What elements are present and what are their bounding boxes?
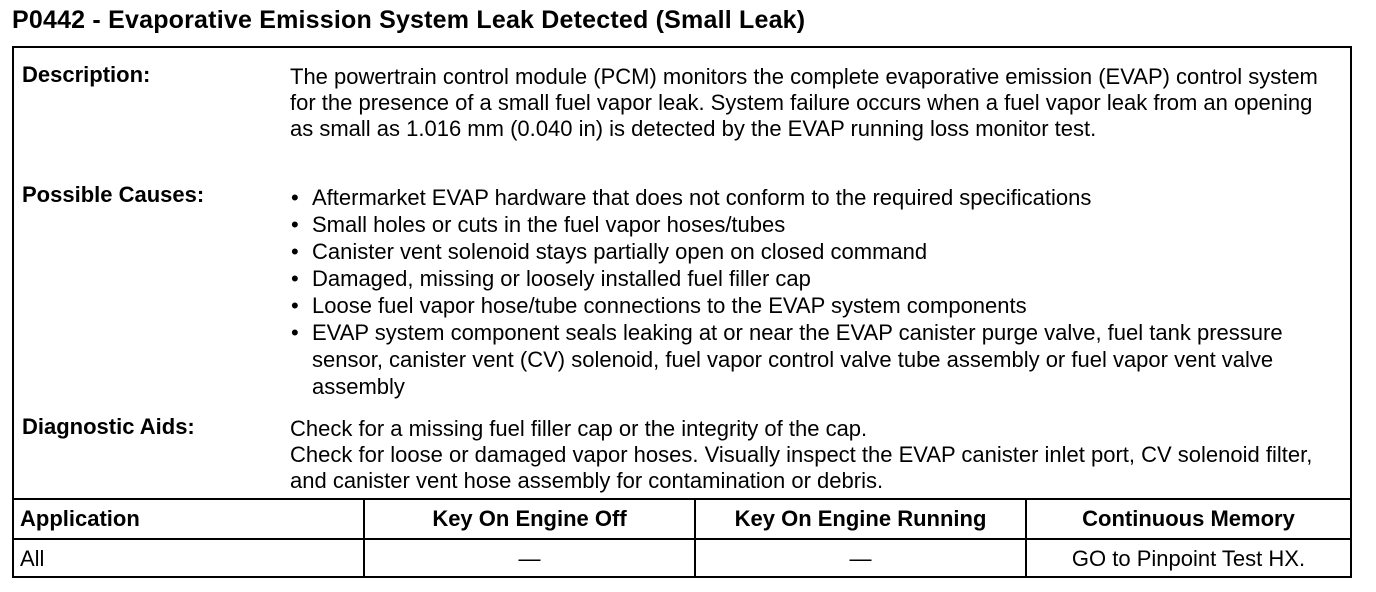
table-header-row [14,499,1350,539]
description-label: Description: [22,62,151,87]
possible-causes-list [290,184,1340,400]
list-item: • Canister vent solenoid stays partially open on closed command [290,238,1340,265]
diagnostic-aid-line: Check for loose or damaged vapor hoses. Visually inspect the EVAP canister inlet port, CV solenoid filter, and canister vent hose assembly for contamination or debris. [290,442,1313,493]
list-item: • Small holes or cuts in the fuel vapor hoses/tubes [290,211,1340,238]
column-header-koer: Key On Engine Running [695,499,1026,539]
list-item: • Aftermarket EVAP hardware that does not conform to the required specifications [290,184,1340,211]
column-header-application: Application [14,499,364,539]
cell-koeo: — [364,539,695,578]
dtc-info-box [12,46,1352,578]
possible-causes-label: Possible Causes: [22,182,205,207]
cell-koer: — [695,539,1026,578]
diagnostic-aid-line: Check for a missing fuel filler cap or the integrity of the cap. [290,416,868,441]
page-title: P0442 - Evaporative Emission System Leak Detected (Small Leak) [12,6,806,34]
column-header-koeo: Key On Engine Off [364,499,695,539]
possible-causes-body [290,184,1340,400]
cell-application: All [14,539,364,578]
column-header-continuous-memory: Continuous Memory [1026,499,1350,539]
table-row [14,539,1350,578]
description-text: The powertrain control module (PCM) monitors the complete evaporative emission (EVAP) control system for the presence of a small fuel vapor leak. System failure occurs when a fuel vapor leak from an opening as small as 1.016 mm (0.040 in) is detected by the EVAP running loss monitor test. [290,64,1318,141]
list-item: • Damaged, missing or loosely installed fuel filler cap [290,265,1340,292]
list-item: • Loose fuel vapor hose/tube connections to the EVAP system components [290,292,1340,319]
test-table [14,498,1350,578]
cell-continuous-memory: GO to Pinpoint Test HX. [1026,539,1350,578]
diagnostic-aids-label: Diagnostic Aids: [22,414,195,439]
list-item: • EVAP system component seals leaking at or near the EVAP canister purge valve, fuel tank pressure sensor, canister vent (CV) solenoid, fuel vapor control valve tube assembly or fuel vapor vent valve assembly [290,319,1340,400]
diagnostic-aids-body [290,416,1340,494]
